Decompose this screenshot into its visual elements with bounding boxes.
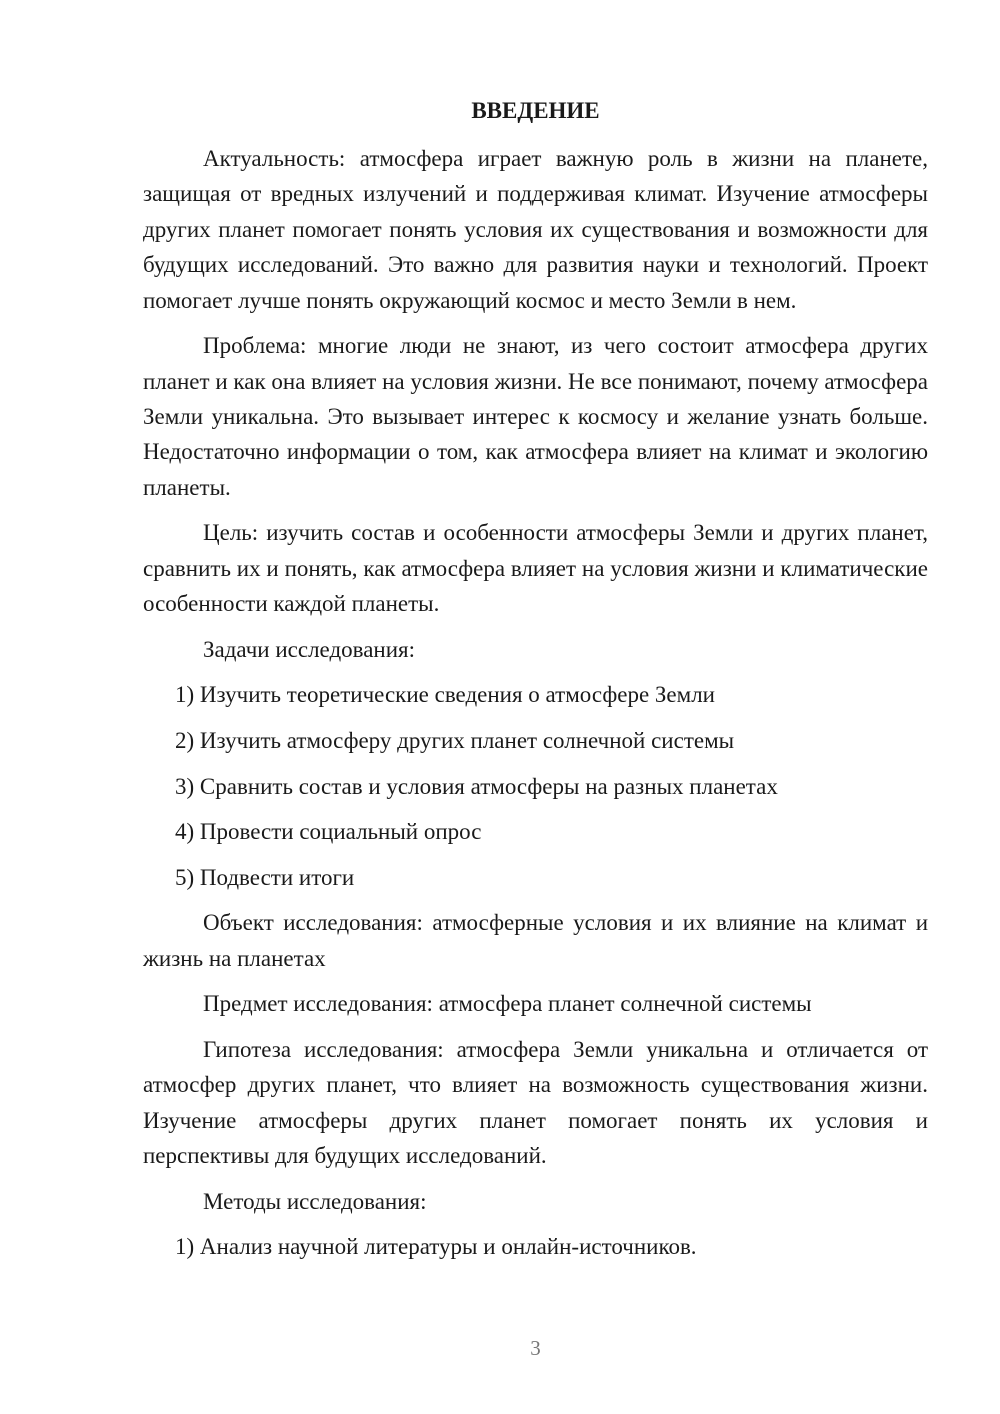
page-number: 3 (530, 1336, 541, 1360)
list-item: 1) Анализ научной литературы и онлайн-источников. (175, 1234, 697, 1260)
methods-heading: Методы исследования: (203, 1188, 427, 1214)
paragraph-relevance: Актуальность: атмосфера играет важную роль в жизни на планете, защищая от вредных излучений и поддерживая климат. Изучение атмосферы других планет помогает понять условия их существования и возможности для будущих исследований. Это важно для развития науки и технологий. Проект помогает лучше понять окружающий космос и место Земли в нем. (143, 146, 928, 313)
section-title: ВВЕДЕНИЕ (471, 98, 600, 123)
paragraph-object: Объект исследования: атмосферные условия и их влияние на климат и жизнь на планетах (143, 910, 928, 971)
tasks-list (143, 677, 928, 895)
document-body (143, 141, 928, 1275)
paragraph-problem: Проблема: многие люди не знают, из чего состоит атмосфера других планет и как она влияет на условия жизни. Не все понимают, почему атмосфера Земли уникальна. Это вызывает интерес к космосу и желание узнать больше. Недостаточно информации о том, как атмосфера влияет на климат и экологию планеты. (143, 333, 928, 500)
list-item: 3) Сравнить состав и условия атмосферы на разных планетах (175, 773, 778, 799)
document-page (143, 0, 928, 1414)
paragraph-goal: Цель: изучить состав и особенности атмосферы Земли и других планет, сравнить их и понять, как атмосфера влияет на условия жизни и климатические особенности каждой планеты. (143, 520, 928, 617)
paragraph-hypothesis: Гипотеза исследования: атмосфера Земли уникальна и отличается от атмосфер других планет, что влияет на возможность существования жизни. Изучение атмосферы других планет помогает понять их условия и перспективы для будущих исследований. (143, 1037, 928, 1169)
list-item: 4) Провести социальный опрос (175, 819, 482, 845)
list-item: 2) Изучить атмосферу других планет солнечной системы (175, 728, 735, 754)
paragraph-subject: Предмет исследования: атмосфера планет солнечной системы (203, 991, 812, 1017)
methods-list (143, 1229, 928, 1264)
list-item: 1) Изучить теоретические сведения о атмосфере Земли (175, 682, 715, 708)
tasks-heading: Задачи исследования: (203, 636, 416, 662)
list-item: 5) Подвести итоги (175, 864, 355, 890)
